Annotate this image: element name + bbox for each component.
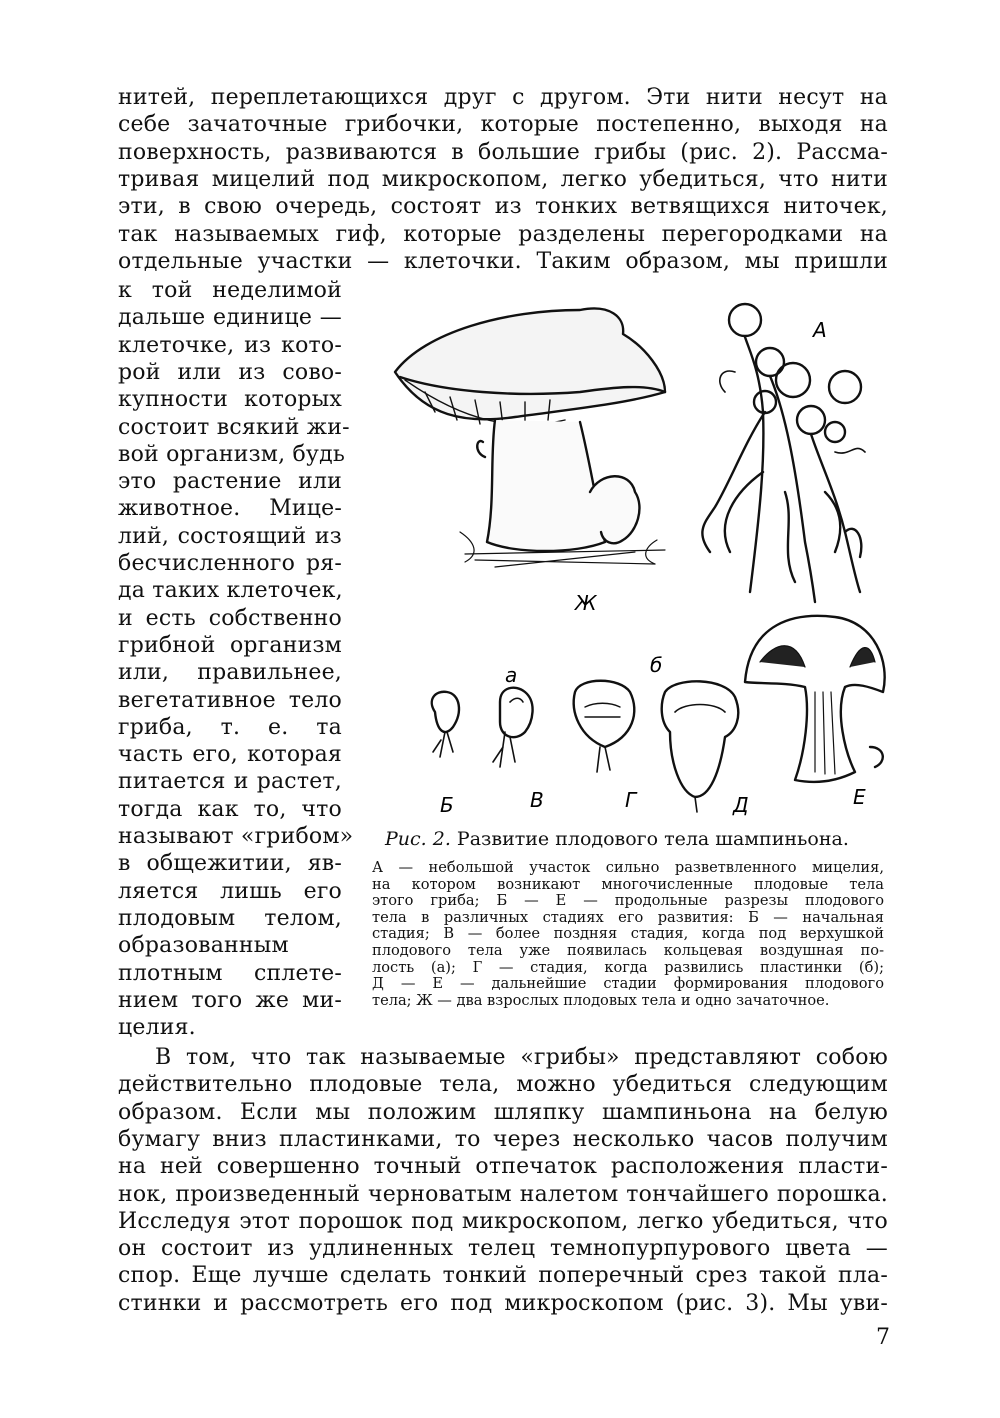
text-line: или, правильнее,	[118, 660, 342, 686]
mycelium-drawing	[702, 304, 865, 602]
text-line: клеточке, из кото-	[118, 332, 342, 358]
caption-line: А — небольшой участок сильно разветвленного мицелия,	[372, 859, 884, 876]
text-line: дальше единице —	[118, 305, 342, 331]
caption-line: тела в различных стадиях его развития: Б — начальная	[372, 908, 884, 926]
text-line: называют «грибом»	[118, 824, 354, 849]
text-line: бесчисленного ря-	[118, 551, 342, 576]
label-e: Е	[853, 785, 866, 809]
text-line: в общежитии, яв-	[118, 851, 342, 877]
label-b-lower: б	[650, 653, 663, 677]
text-line: лий, состоящий из	[118, 523, 342, 549]
caption-line: на котором возникают многочисленные плодовые тела	[372, 875, 884, 893]
text-line: да таких клеточек,	[118, 578, 343, 604]
text-line: образованным	[118, 933, 289, 959]
text-line: вегетативное тело	[118, 687, 342, 713]
text-line: к той неделимой	[118, 278, 342, 303]
text-line: питается и растет,	[118, 769, 342, 795]
text-line: нитей, переплетающихся друг с другом. Эти нити несут на	[118, 85, 888, 110]
text-line: плодовым телом,	[118, 905, 342, 931]
caption-line: лость (а); Г — стадия, когда развились пластинки (б);	[372, 958, 884, 976]
text-line: нием того же ми-	[118, 987, 342, 1013]
label-d: Д	[733, 793, 749, 817]
text-line: Исследуя этот порошок под микроскопом, легко убедиться, что	[118, 1208, 888, 1234]
label-g: Г	[625, 788, 637, 812]
text-line: целия.	[118, 1015, 196, 1041]
text-line: и есть собственно	[118, 605, 342, 631]
stage-g-drawing	[574, 681, 635, 772]
text-line: на ней совершенно точный отпечаток расположения пласти-	[118, 1154, 888, 1180]
stage-d-drawing	[662, 681, 739, 812]
text-line: тривая мицелий под микроскопом, легко убедиться, что нити	[118, 166, 888, 192]
stage-v-drawing	[493, 688, 533, 767]
stage-b-drawing	[432, 692, 459, 757]
figure-caption-text: Развитие плодового тела шампиньона.	[456, 828, 849, 850]
figure-mushroom-development	[365, 292, 895, 822]
label-a-lower: а	[505, 663, 518, 687]
text-line: рой или из сово-	[118, 359, 342, 385]
text-line: купности которых	[118, 387, 342, 413]
caption-line: этого гриба; Б — Е — продольные разрезы плодового	[372, 892, 884, 910]
text-line: гриба, т. е. та	[118, 714, 342, 740]
text-line: нок, произведенный черноватым налетом тончайшего порошка.	[118, 1181, 888, 1207]
text-line: действительно плодовые тела, можно убедиться следующим	[118, 1072, 888, 1098]
text-line: тогда как то, что	[118, 796, 342, 822]
text-line: вой организм, будь	[118, 441, 345, 467]
text-line: себе зачаточные грибочки, которые постепенно, выходя на	[118, 112, 888, 138]
mushroom-mature-drawing	[395, 309, 665, 567]
caption-line: тела; Ж — два взрослых плодовых тела и одно зачаточное.	[372, 991, 830, 1009]
label-v: В	[530, 788, 544, 812]
text-line: часть его, которая	[118, 742, 342, 768]
text-line: так называемых гиф, которые разделены перегородками на	[118, 221, 888, 247]
caption-line: Д — Е — дальнейшие стадии формирования плодового	[372, 975, 884, 993]
label-a-upper: А	[813, 318, 827, 342]
stage-e-drawing	[745, 616, 885, 782]
text-line: плотным сплете-	[118, 960, 342, 986]
text-line: он состоит из удлиненных телец темнопурпурового цвета —	[118, 1236, 888, 1262]
text-line: отдельные участки — клеточки. Таким образом, мы пришли	[118, 248, 888, 274]
label-zh: Ж	[575, 591, 597, 615]
text-line: это растение или	[118, 469, 342, 495]
text-line: эти, в свою очередь, состоят из тонких ветвящихся ниточек,	[118, 194, 888, 220]
page-number: 7	[876, 1325, 890, 1350]
text-line: животное. Мице-	[118, 496, 342, 522]
text-line: ляется лишь его	[118, 878, 342, 904]
figure-caption-label: Рис. 2.	[385, 828, 451, 850]
text-line: бумагу вниз пластинками, то через несколько часов получим	[118, 1126, 888, 1152]
caption-line: стадия; В — более поздняя стадия, когда под верхушкой	[372, 925, 884, 943]
text-line: грибной организм	[118, 632, 342, 658]
text-line: состоит всякий жи-	[118, 414, 350, 440]
text-line: стинки и рассмотреть его под микроскопом (рис. 3). Мы уви-	[118, 1290, 888, 1316]
text-line: поверхность, развиваются в большие грибы (рис. 2). Рассма-	[118, 139, 888, 165]
figure-caption-title	[385, 828, 849, 850]
text-line: В том, что так называемые «грибы» представляют собою	[155, 1045, 888, 1070]
caption-line: плодового тела уже появилась кольцевая воздушная по-	[372, 942, 884, 959]
text-line: спор. Еще лучше сделать тонкий поперечный срез такой пла-	[118, 1263, 888, 1289]
text-line: образом. Если мы положим шляпку шампиньона на белую	[118, 1099, 888, 1125]
label-b: Б	[440, 793, 454, 817]
